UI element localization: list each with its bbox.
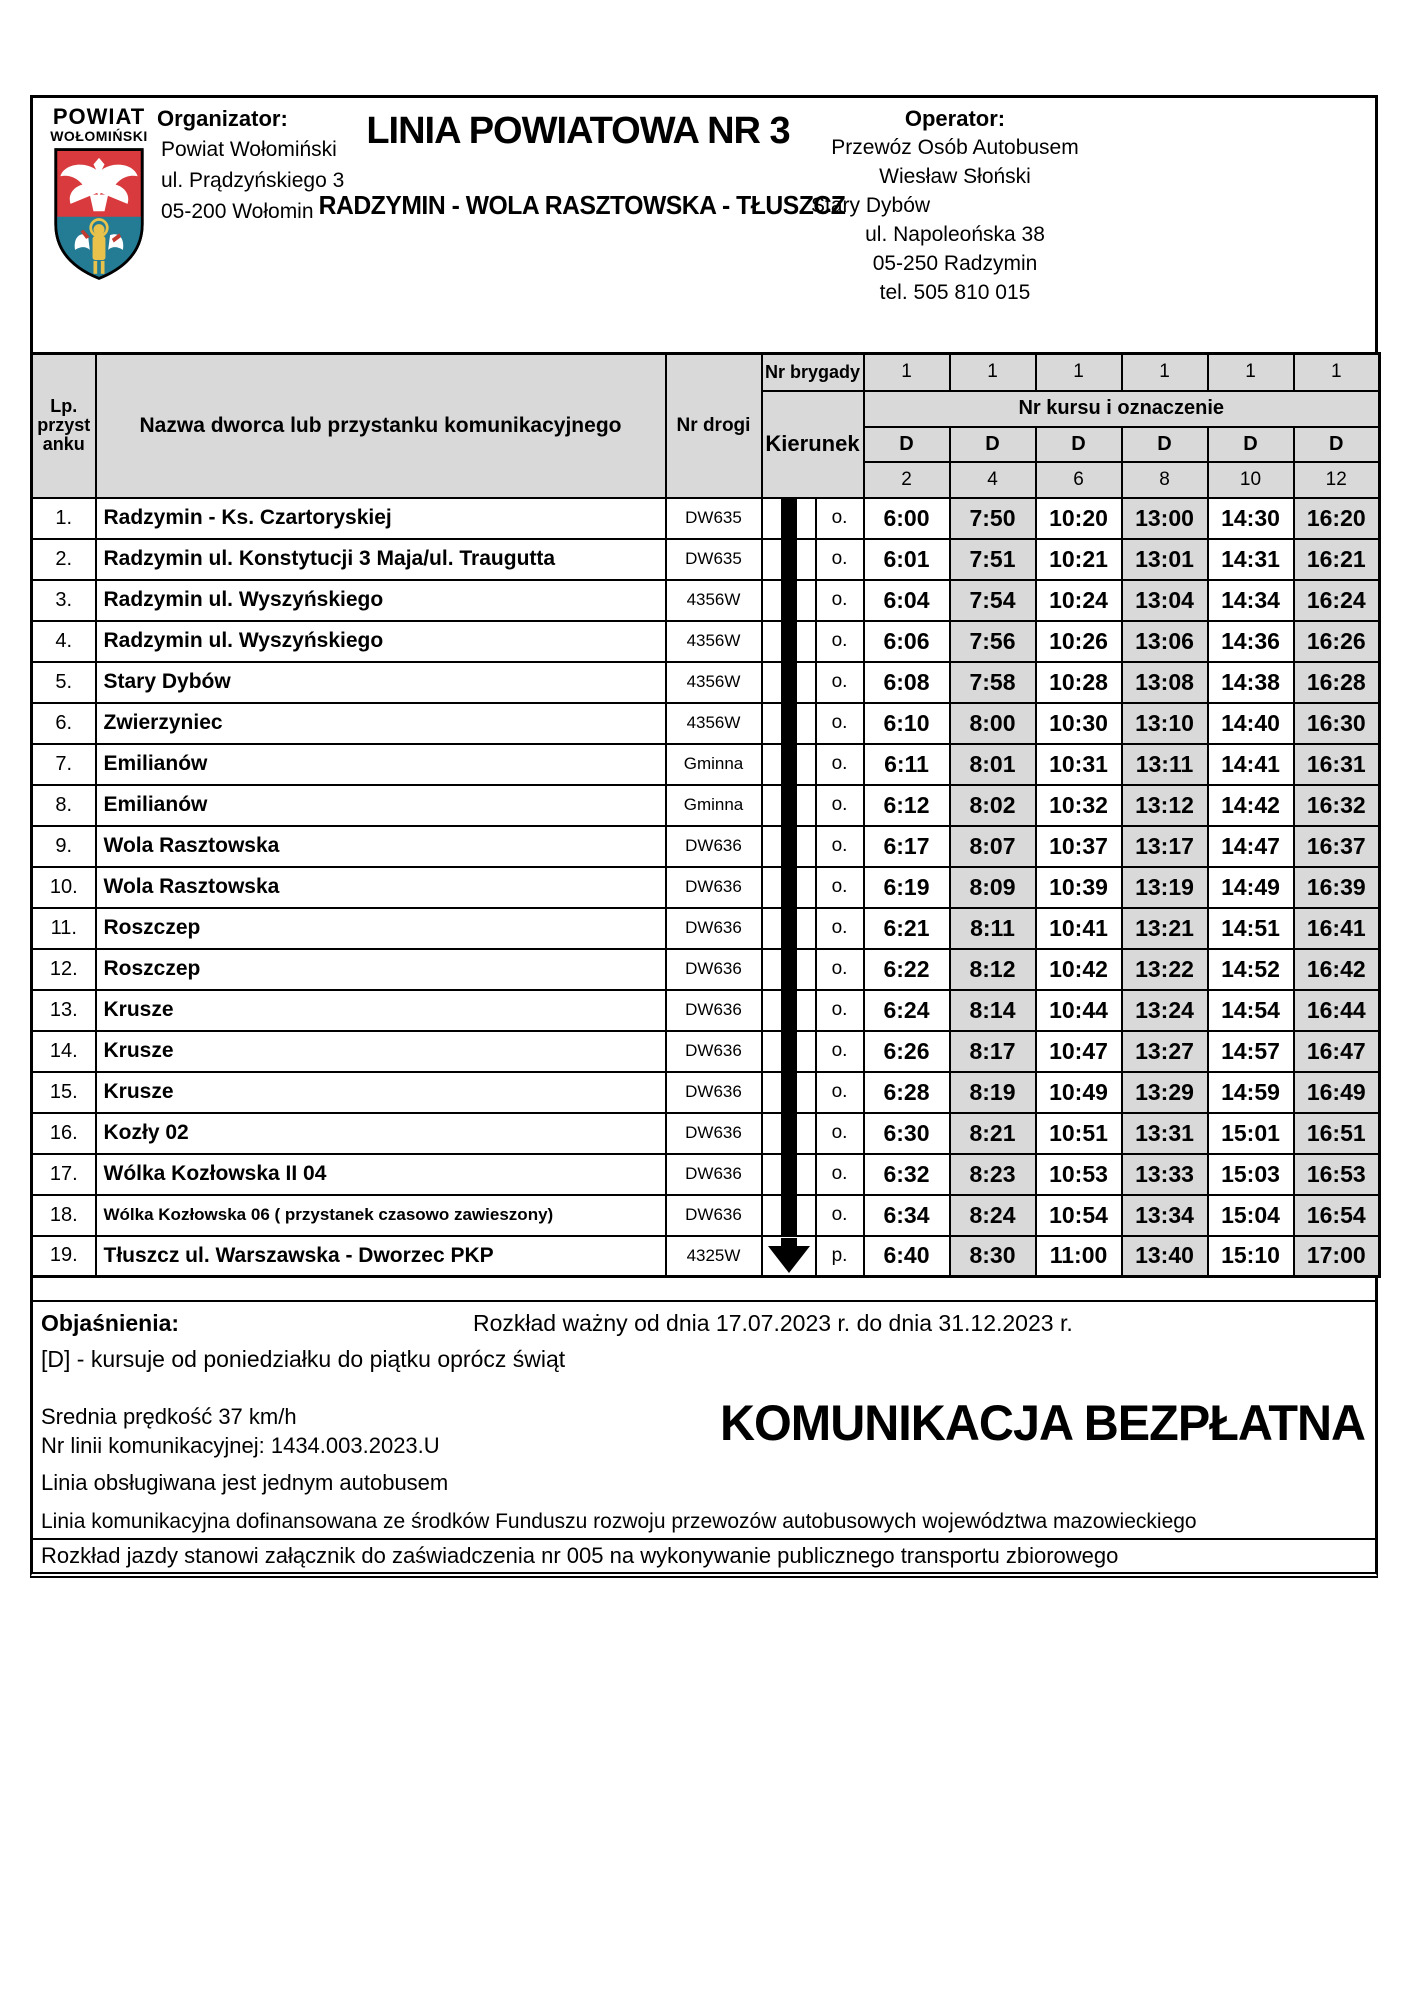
organizer-block	[157, 104, 344, 227]
route-arrow-cell	[762, 1236, 816, 1277]
stop-name: Stary Dybów	[96, 662, 666, 703]
stop-number: 4.	[32, 621, 96, 662]
column-header-road-number: Nr drogi	[666, 354, 762, 498]
time-cell: 8:01	[950, 744, 1036, 785]
time-cell: 14:30	[1208, 498, 1294, 539]
route-arrow-cell	[762, 580, 816, 621]
time-cell: 6:26	[864, 1031, 950, 1072]
time-cell: 16:42	[1294, 949, 1380, 990]
time-cell: 6:24	[864, 990, 950, 1031]
route-arrow-cell	[762, 949, 816, 990]
timetable-body	[32, 498, 1380, 1277]
organizer-name: Powiat Wołomiński	[161, 138, 337, 161]
time-cell: 15:04	[1208, 1195, 1294, 1236]
time-cell: 13:27	[1122, 1031, 1208, 1072]
stop-number: 12.	[32, 949, 96, 990]
stop-name: Wólka Kozłowska 06 ( przystanek czasowo zawieszony)	[96, 1195, 666, 1236]
route-arrow-cell	[762, 1031, 816, 1072]
time-cell: 16:39	[1294, 867, 1380, 908]
operator-street: ul. Napoleońska 38	[865, 223, 1045, 246]
line-number: Nr linii komunikacyjnej: 1434.003.2023.U	[41, 1433, 440, 1458]
stop-name: Krusze	[96, 1031, 666, 1072]
route-arrow-cell	[762, 826, 816, 867]
course-number: 8	[1122, 462, 1208, 498]
table-row	[32, 908, 1380, 949]
course-designation: D	[1036, 427, 1122, 462]
time-cell: 13:24	[1122, 990, 1208, 1031]
column-header-stop-name: Nazwa dworca lub przystanku komunikacyjnego	[96, 354, 666, 498]
route-arrow-cell	[762, 662, 816, 703]
time-cell: 14:36	[1208, 621, 1294, 662]
time-cell: 13:40	[1122, 1236, 1208, 1277]
route-arrow-down-icon	[763, 1238, 815, 1273]
funding-note: Linia komunikacyjna dofinansowana ze środków Funduszu rozwoju przewozów autobusowych województwa mazowieckiego	[41, 1510, 1197, 1533]
direction-marker: o.	[816, 744, 864, 785]
direction-marker: o.	[816, 949, 864, 990]
stop-name: Krusze	[96, 990, 666, 1031]
road-number: DW636	[666, 990, 762, 1031]
time-cell: 6:08	[864, 662, 950, 703]
time-cell: 10:32	[1036, 785, 1122, 826]
road-number: 4356W	[666, 580, 762, 621]
stop-number: 15.	[32, 1072, 96, 1113]
road-number: DW636	[666, 1072, 762, 1113]
time-cell: 13:11	[1122, 744, 1208, 785]
route-arrow-cell	[762, 908, 816, 949]
direction-marker: o.	[816, 662, 864, 703]
direction-marker: o.	[816, 908, 864, 949]
free-transport-banner: KOMUNIKACJA BEZPŁATNA	[719, 1395, 1365, 1451]
stop-number: 7.	[32, 744, 96, 785]
route-arrow-cell	[762, 621, 816, 662]
stop-number: 3.	[32, 580, 96, 621]
time-cell: 8:09	[950, 867, 1036, 908]
time-cell: 6:22	[864, 949, 950, 990]
road-number: 4356W	[666, 703, 762, 744]
table-row	[32, 867, 1380, 908]
brigade-value: 1	[1208, 354, 1294, 391]
table-row	[32, 621, 1380, 662]
time-cell: 8:07	[950, 826, 1036, 867]
time-cell: 13:22	[1122, 949, 1208, 990]
line-title: LINIA POWIATOWA NR 3	[366, 110, 790, 152]
time-cell: 13:29	[1122, 1072, 1208, 1113]
stop-name: Krusze	[96, 1072, 666, 1113]
time-cell: 6:34	[864, 1195, 950, 1236]
document-header	[30, 95, 1378, 352]
column-header-stop-number: Lp. przyst anku	[32, 354, 96, 498]
time-cell: 14:59	[1208, 1072, 1294, 1113]
designation-d-note: [D] - kursuje od poniedziałku do piątku oprócz świąt	[41, 1346, 566, 1372]
time-cell: 13:17	[1122, 826, 1208, 867]
route-arrow-cell	[762, 785, 816, 826]
time-cell: 10:26	[1036, 621, 1122, 662]
time-cell: 8:11	[950, 908, 1036, 949]
operator-block	[811, 104, 1099, 307]
powiat-logo	[45, 106, 153, 287]
time-cell: 6:32	[864, 1154, 950, 1195]
time-cell: 8:14	[950, 990, 1036, 1031]
stop-number: 14.	[32, 1031, 96, 1072]
direction-marker: o.	[816, 785, 864, 826]
time-cell: 14:38	[1208, 662, 1294, 703]
time-cell: 17:00	[1294, 1236, 1380, 1277]
time-cell: 13:19	[1122, 867, 1208, 908]
time-cell: 10:42	[1036, 949, 1122, 990]
brigade-value: 1	[950, 354, 1036, 391]
course-designation: D	[1122, 427, 1208, 462]
table-row	[32, 744, 1380, 785]
road-number: 4356W	[666, 621, 762, 662]
time-cell: 10:49	[1036, 1072, 1122, 1113]
course-number: 2	[864, 462, 950, 498]
time-cell: 6:40	[864, 1236, 950, 1277]
time-cell: 7:54	[950, 580, 1036, 621]
powiat-wolominski-crest-icon	[53, 146, 145, 282]
time-cell: 6:28	[864, 1072, 950, 1113]
time-cell: 16:37	[1294, 826, 1380, 867]
stop-number: 5.	[32, 662, 96, 703]
stop-name: Radzymin - Ks. Czartoryskiej	[96, 498, 666, 539]
time-cell: 8:19	[950, 1072, 1036, 1113]
time-cell: 6:11	[864, 744, 950, 785]
course-designation: D	[1294, 427, 1380, 462]
time-cell: 16:31	[1294, 744, 1380, 785]
course-designation: D	[864, 427, 950, 462]
time-cell: 16:51	[1294, 1113, 1380, 1154]
time-cell: 15:03	[1208, 1154, 1294, 1195]
time-cell: 13:33	[1122, 1154, 1208, 1195]
road-number: DW636	[666, 1113, 762, 1154]
column-header-brigade: Nr brygady	[762, 354, 864, 391]
road-number: DW636	[666, 826, 762, 867]
time-cell: 13:21	[1122, 908, 1208, 949]
time-cell: 10:51	[1036, 1113, 1122, 1154]
course-number: 10	[1208, 462, 1294, 498]
time-cell: 16:54	[1294, 1195, 1380, 1236]
organizer-label: Organizator:	[157, 106, 288, 131]
time-cell: 10:24	[1036, 580, 1122, 621]
time-cell: 8:24	[950, 1195, 1036, 1236]
timetable-header	[32, 354, 1380, 498]
route-arrow-cell	[762, 703, 816, 744]
time-cell: 14:52	[1208, 949, 1294, 990]
organizer-city: 05-200 Wołomin	[161, 200, 314, 223]
direction-marker: o.	[816, 1072, 864, 1113]
stop-number: 2.	[32, 539, 96, 580]
time-cell: 6:19	[864, 867, 950, 908]
stop-number: 19.	[32, 1236, 96, 1277]
stop-name: Wola Rasztowska	[96, 867, 666, 908]
table-row	[32, 1113, 1380, 1154]
time-cell: 10:37	[1036, 826, 1122, 867]
time-cell: 7:58	[950, 662, 1036, 703]
stop-number: 10.	[32, 867, 96, 908]
time-cell: 16:24	[1294, 580, 1380, 621]
course-designation: D	[950, 427, 1036, 462]
route-arrow-cell	[762, 1195, 816, 1236]
route-arrow-cell	[762, 1113, 816, 1154]
route-arrow-cell	[762, 1154, 816, 1195]
time-cell: 16:47	[1294, 1031, 1380, 1072]
time-cell: 14:41	[1208, 744, 1294, 785]
direction-marker: o.	[816, 539, 864, 580]
stop-number: 9.	[32, 826, 96, 867]
time-cell: 8:21	[950, 1113, 1036, 1154]
route-arrow-cell	[762, 990, 816, 1031]
time-cell: 10:20	[1036, 498, 1122, 539]
stop-number: 18.	[32, 1195, 96, 1236]
stop-number: 8.	[32, 785, 96, 826]
time-cell: 16:28	[1294, 662, 1380, 703]
road-number: DW635	[666, 539, 762, 580]
time-cell: 6:30	[864, 1113, 950, 1154]
route-arrow-cell	[762, 498, 816, 539]
stop-name: Radzymin ul. Konstytucji 3 Maja/ul. Traugutta	[96, 539, 666, 580]
one-bus-note: Linia obsługiwana jest jednym autobusem	[41, 1470, 449, 1495]
timetable	[30, 352, 1381, 1278]
time-cell: 13:06	[1122, 621, 1208, 662]
time-cell: 6:01	[864, 539, 950, 580]
time-cell: 15:01	[1208, 1113, 1294, 1154]
average-speed: Srednia prędkość 37 km/h	[41, 1404, 297, 1429]
time-cell: 8:23	[950, 1154, 1036, 1195]
time-cell: 16:49	[1294, 1072, 1380, 1113]
time-cell: 6:00	[864, 498, 950, 539]
time-cell: 13:31	[1122, 1113, 1208, 1154]
table-row	[32, 949, 1380, 990]
organizer-street: ul. Prądzyńskiego 3	[161, 169, 345, 192]
column-header-course: Nr kursu i oznaczenie	[864, 391, 1380, 427]
brigade-value: 1	[864, 354, 950, 391]
column-header-direction: Kierunek	[762, 391, 864, 498]
logo-text-line1: POWIAT	[52, 104, 146, 129]
route-arrow-cell	[762, 539, 816, 580]
stop-number: 6.	[32, 703, 96, 744]
route-arrow-cell	[762, 867, 816, 908]
stop-number: 11.	[32, 908, 96, 949]
stop-name: Wola Rasztowska	[96, 826, 666, 867]
direction-marker: o.	[816, 621, 864, 662]
table-row	[32, 826, 1380, 867]
road-number: Gminna	[666, 785, 762, 826]
time-cell: 16:32	[1294, 785, 1380, 826]
road-number: 4325W	[666, 1236, 762, 1277]
time-cell: 14:54	[1208, 990, 1294, 1031]
stop-number: 16.	[32, 1113, 96, 1154]
operator-name: Przewóz Osób Autobusem	[831, 136, 1079, 159]
direction-marker: o.	[816, 826, 864, 867]
time-cell: 6:04	[864, 580, 950, 621]
time-cell: 10:21	[1036, 539, 1122, 580]
time-cell: 6:12	[864, 785, 950, 826]
time-cell: 6:21	[864, 908, 950, 949]
stop-number: 1.	[32, 498, 96, 539]
explanations-label: Objaśnienia:	[41, 1310, 180, 1336]
route-arrow-cell	[762, 744, 816, 785]
stop-name: Zwierzyniec	[96, 703, 666, 744]
brigade-value: 1	[1294, 354, 1380, 391]
road-number: 4356W	[666, 662, 762, 703]
operator-person: Wiesław Słoński	[879, 165, 1031, 188]
table-row	[32, 580, 1380, 621]
time-cell: 15:10	[1208, 1236, 1294, 1277]
time-cell: 6:10	[864, 703, 950, 744]
time-cell: 8:02	[950, 785, 1036, 826]
direction-marker: o.	[816, 990, 864, 1031]
stop-name: Wólka Kozłowska II 04	[96, 1154, 666, 1195]
table-row	[32, 703, 1380, 744]
direction-marker: o.	[816, 580, 864, 621]
time-cell: 8:00	[950, 703, 1036, 744]
time-cell: 8:17	[950, 1031, 1036, 1072]
direction-marker: o.	[816, 867, 864, 908]
time-cell: 11:00	[1036, 1236, 1122, 1277]
stop-number: 13.	[32, 990, 96, 1031]
operator-phone: tel. 505 810 015	[879, 281, 1031, 304]
table-row	[32, 1154, 1380, 1195]
time-cell: 16:21	[1294, 539, 1380, 580]
time-cell: 10:31	[1036, 744, 1122, 785]
time-cell: 14:49	[1208, 867, 1294, 908]
direction-marker: o.	[816, 498, 864, 539]
document-body	[30, 95, 1378, 1578]
time-cell: 13:34	[1122, 1195, 1208, 1236]
time-cell: 13:00	[1122, 498, 1208, 539]
stop-name: Radzymin ul. Wyszyńskiego	[96, 621, 666, 662]
time-cell: 14:47	[1208, 826, 1294, 867]
time-cell: 8:12	[950, 949, 1036, 990]
time-cell: 13:04	[1122, 580, 1208, 621]
time-cell: 14:34	[1208, 580, 1294, 621]
time-cell: 10:53	[1036, 1154, 1122, 1195]
time-cell: 14:40	[1208, 703, 1294, 744]
direction-marker: o.	[816, 1154, 864, 1195]
direction-marker: o.	[816, 703, 864, 744]
road-number: DW636	[666, 1195, 762, 1236]
stop-name: Roszczep	[96, 908, 666, 949]
notes-section	[30, 1302, 1378, 1540]
table-row	[32, 662, 1380, 703]
direction-marker: o.	[816, 1031, 864, 1072]
table-row	[32, 1236, 1380, 1277]
time-cell: 10:41	[1036, 908, 1122, 949]
route-title: RADZYMIN - WOLA RASZTOWSKA - TŁUSZCZ	[318, 190, 846, 220]
time-cell: 10:54	[1036, 1195, 1122, 1236]
table-row	[32, 1031, 1380, 1072]
road-number: DW636	[666, 1031, 762, 1072]
road-number: DW636	[666, 949, 762, 990]
time-cell: 10:28	[1036, 662, 1122, 703]
attachment-note: Rozkład jazdy stanowi załącznik do zaświadczenia nr 005 na wykonywanie publicznego transportu zbiorowego	[30, 1540, 1378, 1578]
time-cell: 13:01	[1122, 539, 1208, 580]
table-row	[32, 1195, 1380, 1236]
road-number: DW636	[666, 867, 762, 908]
time-cell: 13:10	[1122, 703, 1208, 744]
course-number: 6	[1036, 462, 1122, 498]
direction-marker: o.	[816, 1113, 864, 1154]
time-cell: 13:08	[1122, 662, 1208, 703]
time-cell: 16:26	[1294, 621, 1380, 662]
table-row	[32, 498, 1380, 539]
operator-city: 05-250 Radzymin	[872, 252, 1038, 275]
stop-name: Emilianów	[96, 744, 666, 785]
stop-name: Kozły 02	[96, 1113, 666, 1154]
stop-name: Tłuszcz ul. Warszawska - Dworzec PKP	[96, 1236, 666, 1277]
table-row	[32, 1072, 1380, 1113]
validity-range: Rozkład ważny od dnia 17.07.2023 r. do dnia 31.12.2023 r.	[473, 1310, 1073, 1336]
time-cell: 10:44	[1036, 990, 1122, 1031]
direction-marker: o.	[816, 1195, 864, 1236]
time-cell: 7:51	[950, 539, 1036, 580]
operator-place: Stary Dybów	[811, 194, 931, 217]
time-cell: 14:51	[1208, 908, 1294, 949]
time-cell: 10:39	[1036, 867, 1122, 908]
time-cell: 14:57	[1208, 1031, 1294, 1072]
course-designation: D	[1208, 427, 1294, 462]
time-cell: 7:56	[950, 621, 1036, 662]
table-footer-spacer	[30, 1278, 1378, 1302]
route-arrow-cell	[762, 1072, 816, 1113]
table-row	[32, 539, 1380, 580]
stop-number: 17.	[32, 1154, 96, 1195]
time-cell: 16:20	[1294, 498, 1380, 539]
direction-marker: p.	[816, 1236, 864, 1277]
road-number: DW636	[666, 908, 762, 949]
road-number: DW635	[666, 498, 762, 539]
course-number: 4	[950, 462, 1036, 498]
time-cell: 16:41	[1294, 908, 1380, 949]
operator-label: Operator:	[904, 106, 1006, 131]
time-cell: 10:30	[1036, 703, 1122, 744]
table-row	[32, 785, 1380, 826]
course-number: 12	[1294, 462, 1380, 498]
time-cell: 14:31	[1208, 539, 1294, 580]
time-cell: 6:17	[864, 826, 950, 867]
time-cell: 10:47	[1036, 1031, 1122, 1072]
time-cell: 8:30	[950, 1236, 1036, 1277]
time-cell: 14:42	[1208, 785, 1294, 826]
time-cell: 16:30	[1294, 703, 1380, 744]
stop-name: Roszczep	[96, 949, 666, 990]
table-row	[32, 990, 1380, 1031]
stop-name: Emilianów	[96, 785, 666, 826]
road-number: DW636	[666, 1154, 762, 1195]
brigade-value: 1	[1036, 354, 1122, 391]
time-cell: 6:06	[864, 621, 950, 662]
brigade-value: 1	[1122, 354, 1208, 391]
stop-name: Radzymin ul. Wyszyńskiego	[96, 580, 666, 621]
road-number: Gminna	[666, 744, 762, 785]
logo-text-line2: WOŁOMIŃSKI	[50, 128, 148, 144]
time-cell: 16:44	[1294, 990, 1380, 1031]
time-cell: 13:12	[1122, 785, 1208, 826]
time-cell: 16:53	[1294, 1154, 1380, 1195]
time-cell: 7:50	[950, 498, 1036, 539]
